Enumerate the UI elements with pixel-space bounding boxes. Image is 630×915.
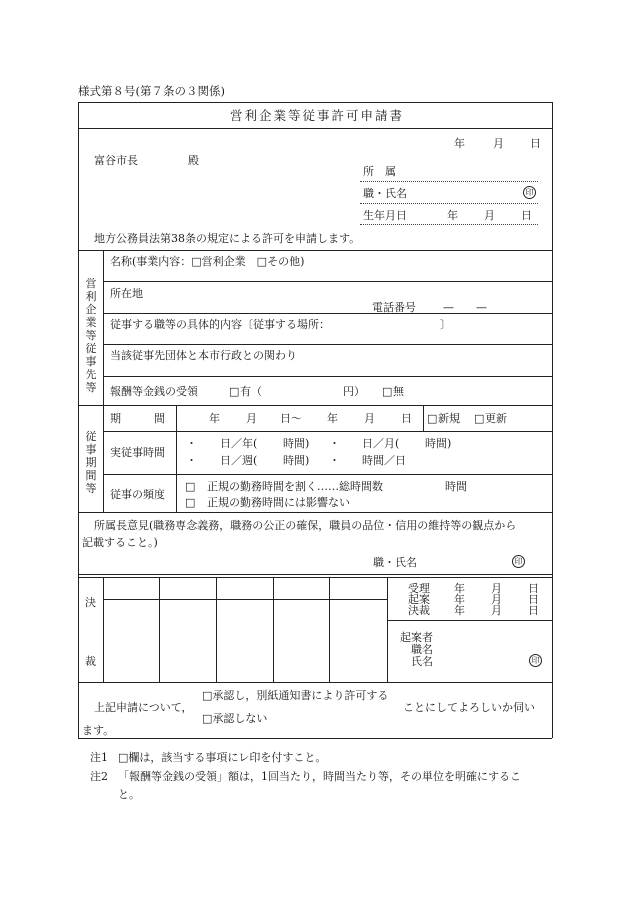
days-per-year: 日／年( <box>220 437 258 450</box>
application-statement: 地方公務員法第38条の規定による許可を申請します。 <box>94 232 361 245</box>
period-end-day: 日 <box>401 412 412 425</box>
approve-label: 承認し，別紙通知書により許可する <box>212 689 389 702</box>
employer-label-divider <box>103 250 104 405</box>
title-divider <box>78 128 552 129</box>
addressee: 富谷市長 <box>94 154 138 167</box>
note-2-text: 「報酬等金銭の受領」額は，1回当たり，時間当たり等，その単位を明確にするこ <box>118 770 521 783</box>
relation-label: 当該従事先団体と本市行政との関わり <box>110 349 297 362</box>
decided-day: 日 <box>528 604 539 617</box>
bullet: ・ <box>186 437 197 450</box>
supervisor-opinion-line2: 記載すること。) <box>82 536 158 549</box>
pay-yes-label: 有（ <box>240 385 262 398</box>
pay-label: 報酬等金銭の受領 <box>110 385 198 398</box>
applicant-name-label: 職・氏名 <box>363 187 407 200</box>
note-1-number: 注1 <box>90 751 108 764</box>
reject-checkbox[interactable] <box>202 712 212 725</box>
form-number: 様式第８号(第７条の３関係) <box>78 84 225 98</box>
affiliation-field[interactable] <box>360 181 538 182</box>
birth-month: 月 <box>484 209 495 222</box>
birth-date-field[interactable] <box>360 224 538 225</box>
drafter-title-label: 職名 <box>411 643 433 656</box>
business-name-line: 名称(事業内容：□営利企業 □その他) <box>110 255 305 268</box>
bullet: ・ <box>329 437 340 450</box>
period-end-year: 年 <box>327 412 338 425</box>
pay-no-label: 無 <box>393 385 404 398</box>
seal-icon: 印 <box>512 555 525 568</box>
drafted-day: 日 <box>528 593 539 606</box>
duties-label: 従事する職等の具体的内容〔従事する場所： <box>110 318 330 331</box>
received-label: 受理 <box>408 582 430 595</box>
seal-icon: 印 <box>529 654 542 667</box>
bullet: ・ <box>186 454 197 467</box>
period-section-top <box>78 405 552 406</box>
supervisor-opinion-line1: 所属長意見(職務専念義務，職務の公正の確保，職員の品位・信用の維持等の観点から <box>94 519 517 532</box>
affiliation-label: 所 属 <box>363 165 396 178</box>
renew-checkbox[interactable] <box>474 413 484 424</box>
decided-label: 決裁 <box>408 604 430 617</box>
note-2-number: 注2 <box>90 770 108 783</box>
hours-per-day: 時間／日 <box>362 454 406 467</box>
pay-yes-checkbox[interactable] <box>229 386 239 397</box>
duties-close: 〕 <box>440 318 451 331</box>
decision-label-bottom: 裁 <box>85 655 96 668</box>
birth-day: 日 <box>521 209 532 222</box>
birth-date-label: 生年月日 <box>363 209 407 222</box>
honorific: 殿 <box>188 154 199 167</box>
days-per-month: 日／月( <box>362 437 400 450</box>
phone-dashes: — — <box>443 301 487 314</box>
period-start-year: 年 <box>209 412 220 425</box>
drafter-label: 起案者 <box>400 631 433 644</box>
note-1-text: □欄は，該当する事項にレ印を付すこと。 <box>118 751 327 764</box>
employer-section-label: 営利企業等従事先等 <box>85 277 97 394</box>
frequency-hours-label: 時間 <box>445 480 467 493</box>
reject-label: 承認しない <box>212 712 268 725</box>
period-label-divider <box>103 405 104 512</box>
phone-label: 電話番号 <box>372 301 416 314</box>
birth-year: 年 <box>447 209 458 222</box>
period-end-month: 月 <box>364 412 375 425</box>
frequency-option1-label: 正規の勤務時間を割く……総時間数 <box>207 480 383 493</box>
date-year: 年 <box>454 137 465 150</box>
pay-no-checkbox[interactable] <box>382 386 392 397</box>
hours-label: 時間) <box>425 437 452 450</box>
period-start-day: 日～ <box>280 412 302 425</box>
approve-option <box>202 690 388 701</box>
decided-year: 年 <box>454 604 465 617</box>
drafted-label: 起案 <box>408 593 430 606</box>
decided-month: 月 <box>491 604 502 617</box>
supervisor-section-top <box>78 512 552 513</box>
days-per-week: 日／週( <box>220 454 258 467</box>
date-day: 日 <box>530 137 541 150</box>
drafted-year: 年 <box>454 593 465 606</box>
actual-hours-label: 実従事時間 <box>110 446 165 459</box>
location-label: 所在地 <box>110 287 143 300</box>
period-section-label: 従事期間等 <box>85 430 97 495</box>
pay-yen-label: 円） <box>343 385 365 398</box>
hours-label: 時間) <box>283 437 310 450</box>
renew-label: 更新 <box>485 412 507 425</box>
approve-checkbox[interactable] <box>202 689 212 702</box>
note-2-continuation: と。 <box>118 788 140 801</box>
date-month: 月 <box>493 137 504 150</box>
employer-section-top <box>78 250 552 251</box>
new-checkbox[interactable] <box>427 413 437 424</box>
supervisor-name-label: 職・氏名 <box>373 556 417 569</box>
reject-option <box>202 713 267 724</box>
seal-icon: 印 <box>523 186 536 199</box>
hours-label: 時間) <box>283 454 310 467</box>
approval-suffix: ことにしてよろしいか伺い <box>403 701 535 714</box>
drafted-month: 月 <box>491 593 502 606</box>
period-label: 期 間 <box>110 412 165 425</box>
form-title: 営利企業等従事許可申請書 <box>230 108 405 123</box>
decision-section-top <box>78 574 552 575</box>
period-start-month: 月 <box>246 412 257 425</box>
approval-prefix: 上記申請について， <box>94 701 193 714</box>
received-day: 日 <box>528 582 539 595</box>
frequency-option1-checkbox[interactable] <box>185 481 195 492</box>
applicant-name-field[interactable] <box>360 203 538 204</box>
new-label: 新規 <box>438 412 460 425</box>
decision-label-top: 決 <box>85 596 96 609</box>
received-month: 月 <box>491 582 502 595</box>
frequency-label: 従事の頻度 <box>110 488 165 501</box>
drafter-name-label: 氏名 <box>411 655 433 668</box>
frequency-option2-label: 正規の勤務時間には影響ない <box>207 496 350 509</box>
bullet: ・ <box>329 454 340 467</box>
received-year: 年 <box>454 582 465 595</box>
frequency-option2-checkbox[interactable] <box>185 497 195 508</box>
approval-end: ます。 <box>82 724 115 737</box>
